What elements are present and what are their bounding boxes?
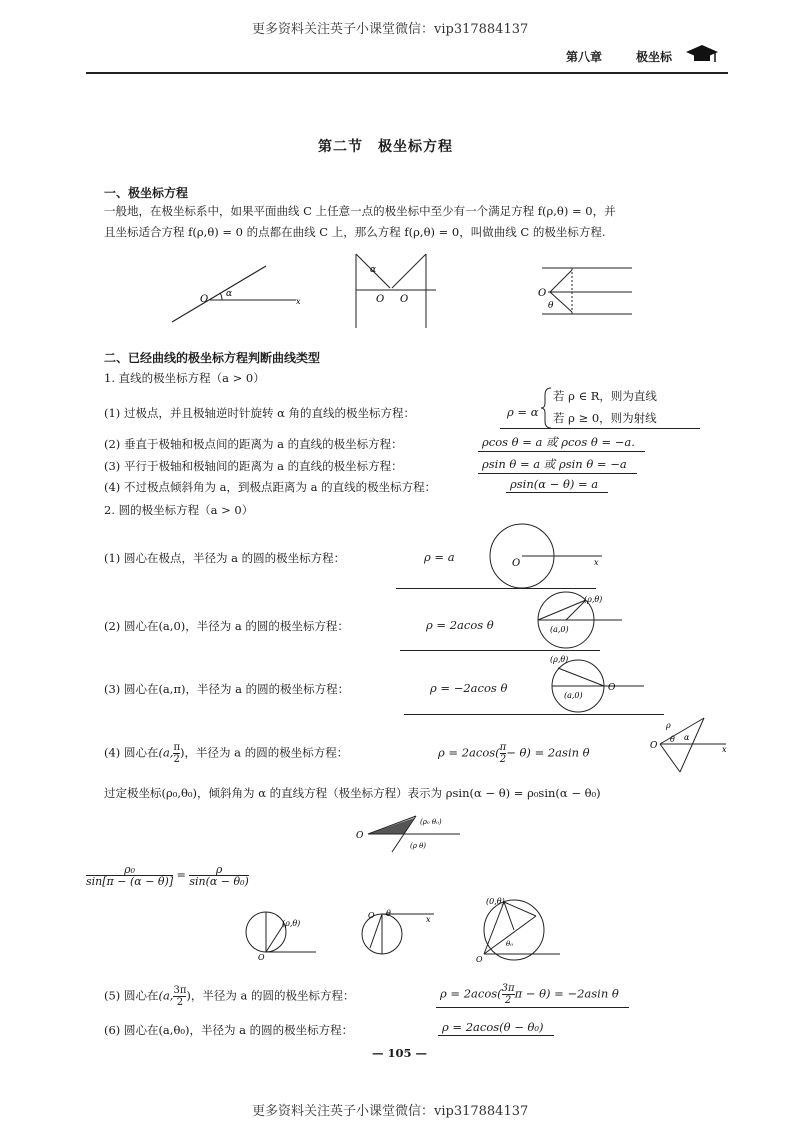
fixed-label-O: O bbox=[356, 831, 364, 841]
part1-para-line1: 一般地，在极坐标系中，如果平面曲线 C 上任意一点的极坐标中至少有一个满足方程 f(ρ,θ) = 0，并 bbox=[104, 204, 616, 218]
topic-label: 极坐标 bbox=[636, 50, 673, 64]
c2-eq: ρ = 2acos θ bbox=[426, 618, 494, 632]
line1-case2: 若 ρ ≥ 0，则为射线 bbox=[553, 411, 657, 425]
figure-small-circle-1 bbox=[244, 908, 324, 960]
figure-vertical-lines bbox=[350, 250, 440, 334]
c3-eq: ρ = −2acos θ bbox=[430, 681, 508, 695]
c4-label-theta: θ bbox=[670, 735, 675, 744]
c2-text: (2) 圆心在(a,0)，半径为 a 的圆的极坐标方程： bbox=[104, 619, 349, 633]
fig1-label-O: O bbox=[200, 294, 209, 305]
fig1-label-x: x bbox=[296, 297, 301, 306]
s2-label-O: O bbox=[368, 911, 375, 920]
c3-label-rho-theta: (ρ,θ) bbox=[550, 655, 569, 664]
c3-text: (3) 圆心在(a,π)，半径为 a 的圆的极坐标方程： bbox=[104, 682, 350, 696]
fig3-label-O: O bbox=[538, 288, 547, 299]
ratio-equation: $\frac{\text{ρ₀}}{\sin[\pi - (\alpha - \theta)]}$ = $\frac{\rho}{\text{sin(α − θ₀)}}$ bbox=[86, 863, 249, 888]
s3-label-O: O bbox=[476, 955, 483, 964]
s3-label-theta0: θ₀ bbox=[506, 940, 514, 948]
chapter-label: 第八章 bbox=[566, 50, 603, 64]
fixed-label-rho-theta: (ρ θ) bbox=[410, 842, 427, 850]
c1-text: (1) 圆心在极点，半径为 a 的圆的极坐标方程： bbox=[104, 551, 346, 565]
c4-label-O: O bbox=[650, 741, 658, 751]
line-eq-heading: 1. 直线的极坐标方程（a > 0） bbox=[104, 371, 265, 385]
line4-text: (4) 不过极点倾斜角为 a，到极点距离为 a 的直线的极坐标方程： bbox=[104, 480, 437, 494]
s2-label-x: x bbox=[426, 915, 431, 924]
fig2-label-alpha: α bbox=[370, 265, 377, 275]
line1-text: (1) 过极点，并且极轴逆时针旋转 α 角的直线的极坐标方程： bbox=[104, 406, 416, 420]
figure-circle-center-a-halfpi bbox=[650, 716, 730, 778]
c5-eq: ρ = 2acos( $\frac{3\pi}{2}$ π − θ) = −2asin θ bbox=[436, 983, 629, 1008]
fixed-line-text: 过定极坐标(ρ₀,θ₀)，倾斜角为 α 的直线方程（极坐标方程）表示为 ρsin(α − θ) = ρ₀sin(α − θ₀) bbox=[104, 786, 601, 800]
c3-underline bbox=[404, 714, 664, 715]
c2-label-a0: (a,0) bbox=[550, 625, 569, 634]
line1-underline bbox=[500, 428, 700, 429]
fig2-label-O1: O bbox=[376, 294, 385, 305]
bottom-watermark: 更多资料关注英子小课堂微信：vip317884137 bbox=[252, 1104, 529, 1119]
c4-fraction: $\frac{\pi}{2}$ bbox=[173, 742, 181, 765]
figure-small-circle-3 bbox=[474, 894, 564, 964]
c2-label-rho-theta: (ρ,θ) bbox=[584, 595, 603, 604]
figure-parallel-lines bbox=[536, 262, 636, 322]
c4-label-x: x bbox=[722, 745, 727, 754]
line4-eq: ρsin(α − θ) = a bbox=[506, 477, 608, 493]
part2-heading: 二、已经曲线的极坐标方程判断曲线类型 bbox=[104, 351, 321, 365]
circle-eq-heading: 2. 圆的极坐标方程（a > 0） bbox=[104, 503, 254, 517]
line2-text: (2) 垂直于极轴和极点间的距离为 a 的直线的极坐标方程： bbox=[104, 437, 403, 451]
top-watermark: 更多资料关注英子小课堂微信：vip317884137 bbox=[252, 22, 529, 37]
line2-eq: ρcos θ = a 或 ρcos θ = −a. bbox=[478, 434, 645, 452]
line3-eq: ρsin θ = a 或 ρsin θ = −a bbox=[478, 456, 637, 474]
c1-underline bbox=[396, 588, 596, 589]
header-rule bbox=[86, 72, 728, 74]
c4-label-alpha: α bbox=[684, 733, 690, 742]
c4-text-b: ，半径为 a 的圆的极坐标方程： bbox=[184, 745, 349, 760]
line1-eq: ρ = α bbox=[507, 405, 539, 419]
part1-para-line2: 且坐标适合方程 f(ρ,θ) = 0 的点都在曲线 C 上，那么方程 f(ρ,θ) = 0，叫做曲线 C 的极坐标方程. bbox=[104, 225, 606, 239]
figure-ray-through-pole bbox=[170, 258, 310, 328]
part1-heading: 一、极坐标方程 bbox=[104, 186, 189, 200]
c4-text-a: (4) 圆心在 bbox=[104, 745, 159, 760]
page-number: — 105 — bbox=[372, 1046, 428, 1060]
c4-row: (4) 圆心在(a, $\frac{\pi}{2}$ )，半径为 a 的圆的极坐标方程： bbox=[104, 742, 349, 765]
fig1-label-alpha: α bbox=[226, 289, 233, 299]
c1-eq: ρ = a bbox=[424, 550, 455, 564]
s1-label-rho-theta: (ρ,θ) bbox=[282, 919, 301, 928]
c6-text: (6) 圆心在(a,θ₀)，半径为 a 的圆的极坐标方程： bbox=[104, 1023, 354, 1037]
figure-fixed-line bbox=[356, 812, 466, 856]
line1-case1: 若 ρ ∈ R，则为直线 bbox=[553, 389, 657, 403]
figure-circle-center-pole bbox=[486, 520, 606, 590]
c3-label-a0: (a,0) bbox=[564, 691, 583, 700]
section-title: 第二节 极坐标方程 bbox=[318, 139, 453, 155]
c1-label-O: O bbox=[512, 558, 521, 569]
line3-text: (3) 平行于极轴和极轴间的距离为 a 的直线的极坐标方程： bbox=[104, 459, 403, 473]
s1-label-O: O bbox=[258, 953, 265, 960]
c6-eq: ρ = 2acos(θ − θ₀) bbox=[438, 1020, 554, 1036]
c5-row: (5) 圆心在(a, $\frac{3\pi}{2}$ )，半径为 a 的圆的极坐标方程： bbox=[104, 985, 355, 1008]
c4-eq: ρ = 2acos( $\frac{\pi}{2}$ − θ) = 2asin θ bbox=[438, 742, 590, 765]
c4-label-rho: ρ bbox=[666, 721, 671, 730]
line1-brace bbox=[541, 387, 553, 429]
s3-label-zero-theta: (0,θ) bbox=[486, 897, 505, 906]
fig3-label-theta: θ bbox=[548, 301, 554, 311]
fig2-label-O2: O bbox=[400, 294, 409, 305]
c3-label-O: O bbox=[608, 683, 616, 693]
fixed-label-rho0-theta0: (ρ₀ θ₀) bbox=[420, 818, 442, 826]
figure-circle-center-a0 bbox=[536, 590, 626, 650]
s2-label-theta: θ bbox=[386, 909, 391, 918]
graduation-cap-icon bbox=[684, 42, 720, 66]
c1-label-x: x bbox=[594, 558, 599, 567]
figure-circle-center-a-pi bbox=[548, 650, 648, 714]
figure-small-circle-2 bbox=[360, 906, 440, 958]
